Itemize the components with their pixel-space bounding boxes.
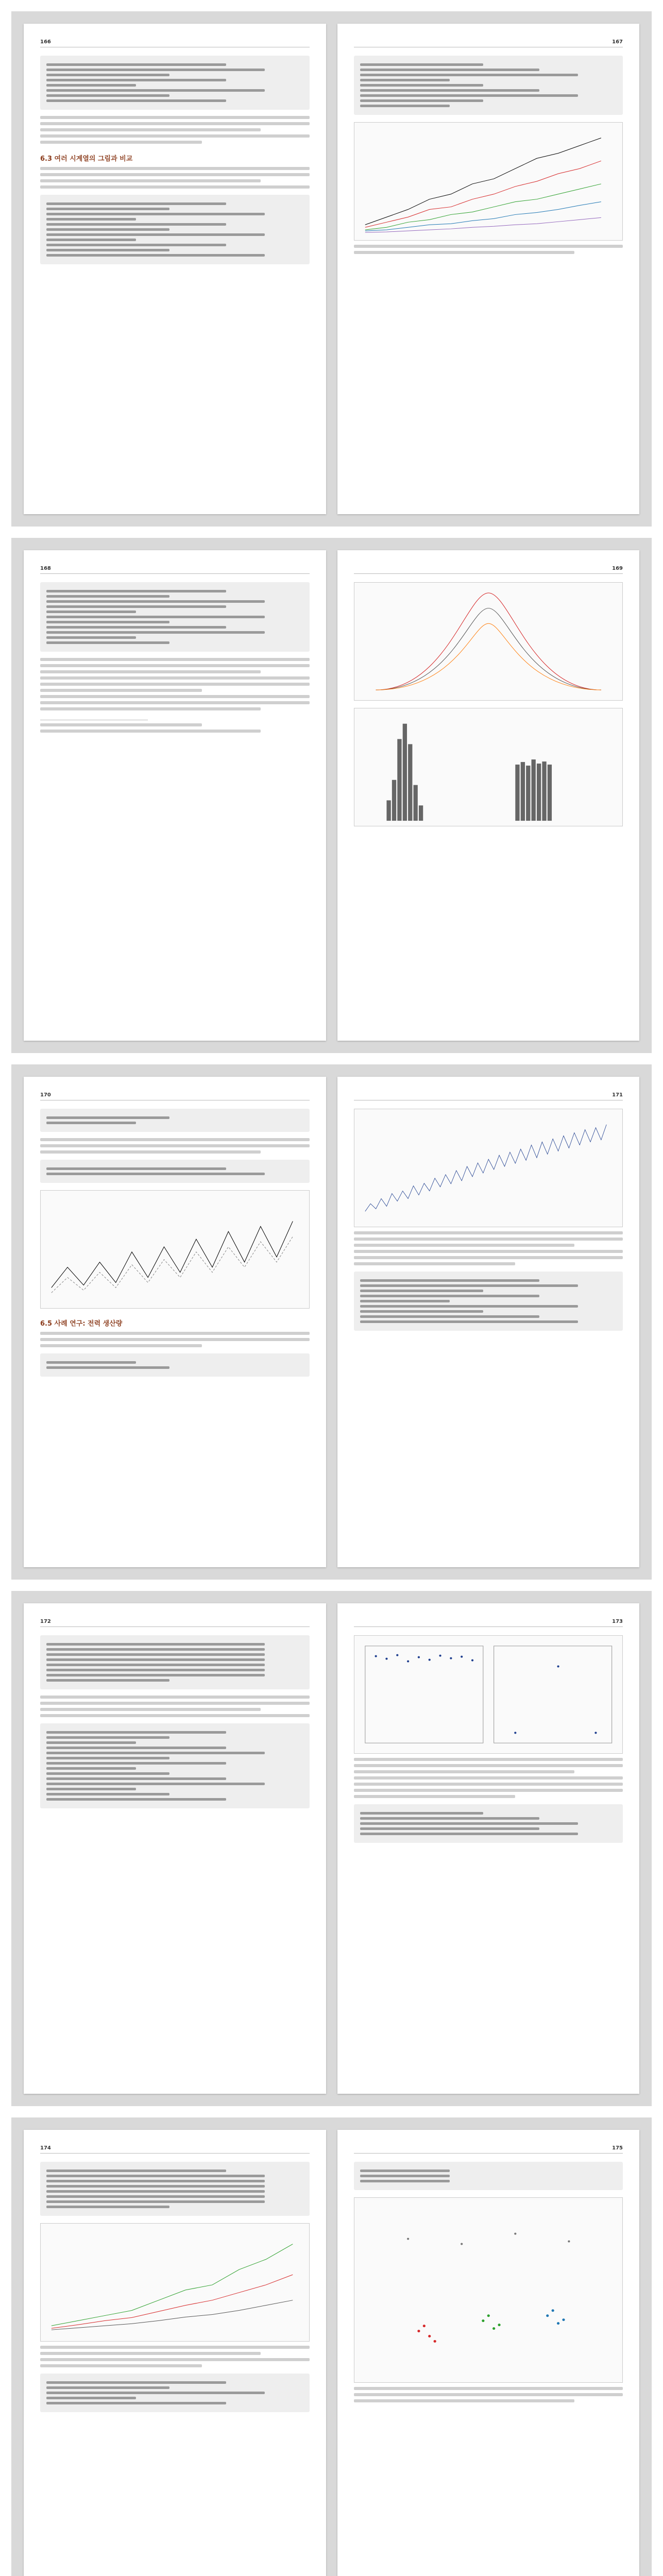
page-header bbox=[354, 1619, 623, 1627]
left-page bbox=[24, 2130, 326, 2576]
figure-graphic bbox=[354, 1636, 623, 1753]
figure-graphic bbox=[354, 708, 623, 826]
page-number: 166 bbox=[40, 39, 51, 45]
left-page bbox=[24, 24, 326, 514]
page-number: 168 bbox=[40, 566, 51, 571]
right-page bbox=[337, 2130, 640, 2576]
figure-multi-series bbox=[354, 122, 623, 241]
section-title: 6.3 여러 시계열의 그림과 비교 bbox=[40, 155, 133, 163]
page-number: 172 bbox=[40, 1619, 51, 1624]
page-header bbox=[40, 39, 310, 47]
book-spread-5 bbox=[11, 2117, 652, 2576]
page-header bbox=[354, 39, 623, 47]
figure-electricity-series bbox=[354, 1109, 623, 1227]
right-page bbox=[337, 550, 640, 1041]
book-spread-4 bbox=[11, 1591, 652, 2106]
code-block bbox=[354, 56, 623, 115]
figure-graphic bbox=[41, 2224, 309, 2341]
page-header bbox=[354, 1092, 623, 1100]
code-block bbox=[40, 1109, 310, 1132]
code-block bbox=[354, 1804, 623, 1843]
code-block bbox=[40, 2162, 310, 2216]
book-spread-1 bbox=[11, 11, 652, 527]
left-page bbox=[24, 1603, 326, 2094]
page-number: 169 bbox=[612, 566, 623, 571]
page-number: 175 bbox=[612, 2145, 623, 2151]
right-page bbox=[337, 1077, 640, 1567]
page-number: 171 bbox=[612, 1092, 623, 1098]
code-block bbox=[354, 1272, 623, 1331]
code-block bbox=[40, 582, 310, 652]
code-block bbox=[40, 1635, 310, 1689]
code-block bbox=[354, 2162, 623, 2190]
page-number: 170 bbox=[40, 1092, 51, 1098]
figure-graphic bbox=[354, 2198, 623, 2382]
page-header bbox=[354, 566, 623, 574]
figure-cluster-scatter bbox=[354, 2197, 623, 2383]
code-block bbox=[40, 2374, 310, 2412]
book-spread-3 bbox=[11, 1064, 652, 1580]
figure-histograms bbox=[354, 708, 623, 826]
figure-seasonal-series bbox=[40, 1190, 310, 1309]
code-block bbox=[40, 1160, 310, 1183]
right-page bbox=[337, 24, 640, 514]
figure-graphic bbox=[354, 583, 623, 700]
left-page bbox=[24, 1077, 326, 1567]
figure-graphic bbox=[354, 1109, 623, 1227]
code-block bbox=[40, 1353, 310, 1377]
page-number: 174 bbox=[40, 2145, 51, 2151]
right-page bbox=[337, 1603, 640, 2094]
page-number: 167 bbox=[612, 39, 623, 45]
page-header bbox=[40, 2145, 310, 2154]
figure-trend-lines bbox=[40, 2223, 310, 2342]
code-block bbox=[40, 56, 310, 110]
page-header bbox=[40, 1619, 310, 1627]
page-header bbox=[40, 566, 310, 574]
left-page bbox=[24, 550, 326, 1041]
code-block bbox=[40, 195, 310, 264]
book-spread-2 bbox=[11, 538, 652, 1053]
page-header bbox=[354, 2145, 623, 2154]
section-title: 6.5 사례 연구: 전력 생산량 bbox=[40, 1320, 123, 1328]
figure-graphic bbox=[41, 1191, 309, 1308]
page-number: 173 bbox=[612, 1619, 623, 1624]
figure-density-curves bbox=[354, 582, 623, 701]
figure-scatter-panels bbox=[354, 1635, 623, 1754]
figure-graphic bbox=[354, 123, 623, 240]
page-header bbox=[40, 1092, 310, 1100]
code-block bbox=[40, 1723, 310, 1808]
